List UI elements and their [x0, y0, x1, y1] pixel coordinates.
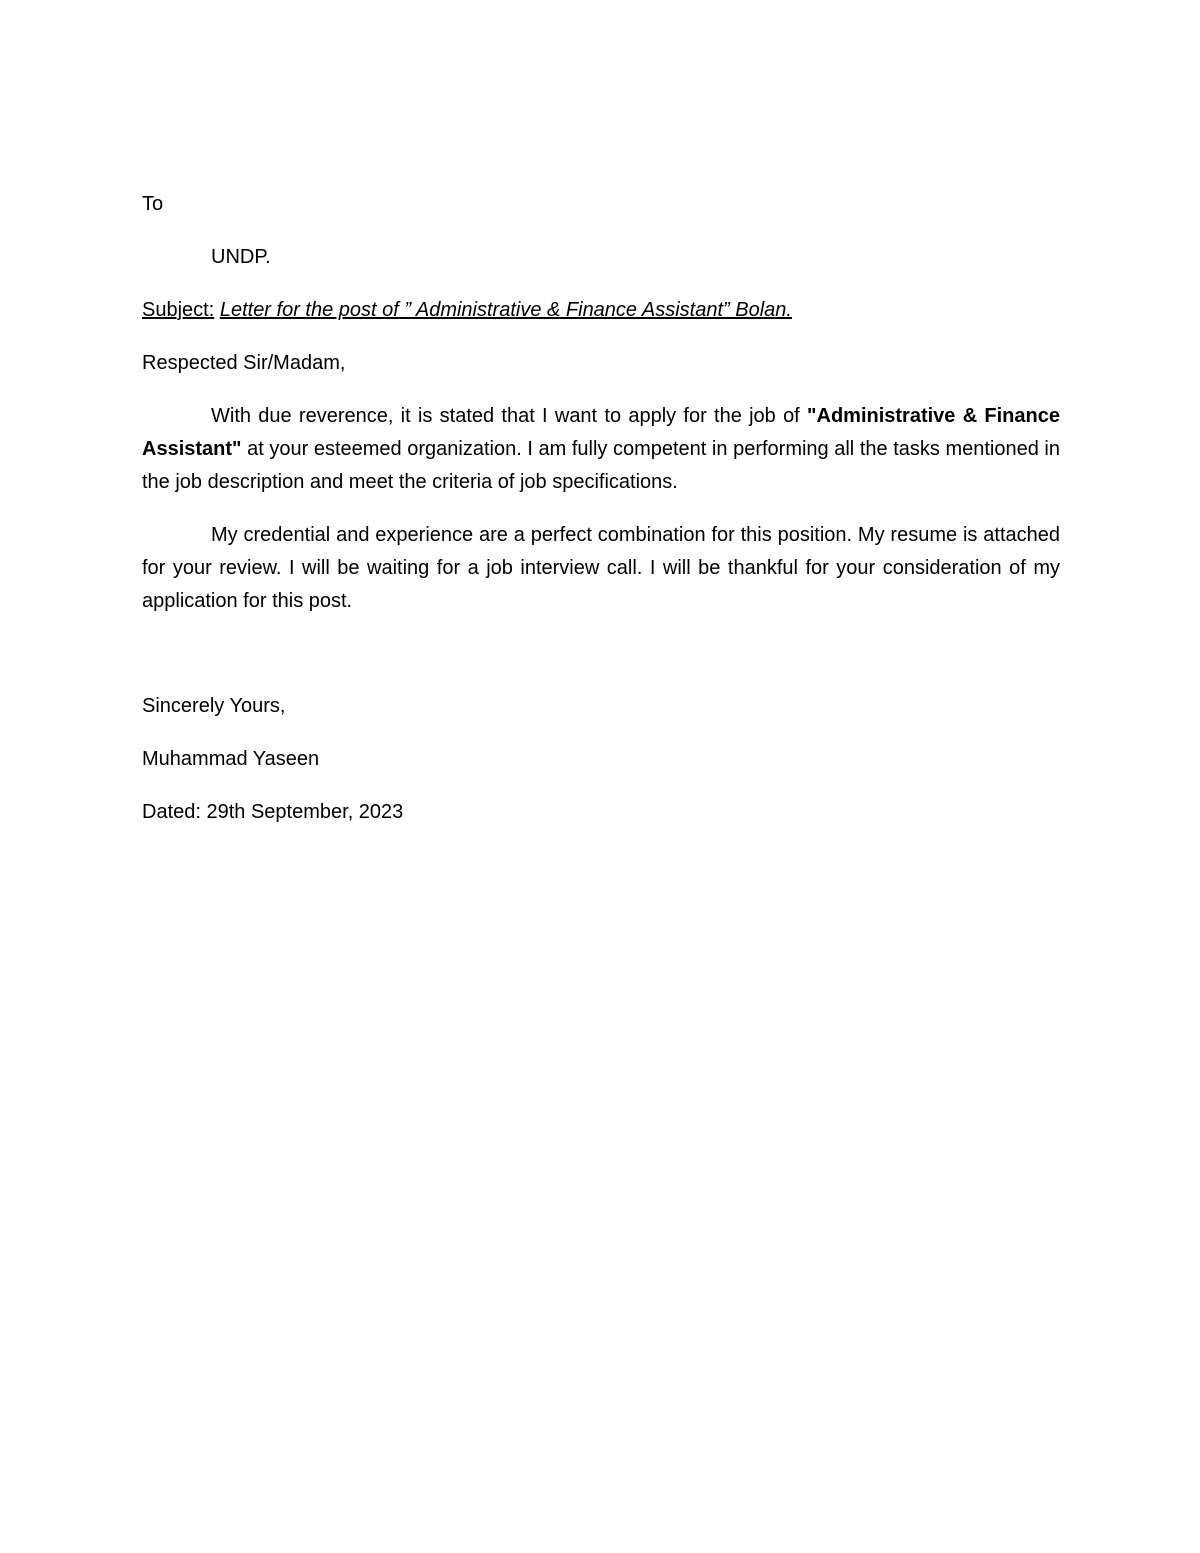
paragraph-1-part-1: With due reverence, it is stated that I want to apply for the job of [211, 405, 808, 427]
spacer [142, 638, 1060, 690]
recipient: UNDP. [211, 246, 271, 268]
date-line: Dated: 29th September, 2023 [142, 801, 404, 823]
to-label: To [142, 193, 164, 215]
signer-name: Muhammad Yaseen [142, 748, 320, 770]
paragraph-2: My credential and experience are a perfect combination for this position. My resume is attached for your review. I will be waiting for a job interview call. I will be thankful for your consideration of my application for this post. [142, 524, 1060, 612]
paragraph-1-job-title: "Administrative & Finance Assistant" [142, 405, 1060, 460]
paragraph-1 [142, 400, 1060, 499]
letter-body [142, 188, 1060, 829]
paragraph-1-part-2: at your esteemed organization. I am fully competent in performing all the tasks mentioned in the job description and meet the criteria of job specifications. [142, 438, 1060, 493]
subject-label: Subject: [142, 299, 215, 321]
salutation: Respected Sir/Madam, [142, 352, 346, 374]
closing: Sincerely Yours, [142, 695, 286, 717]
subject-line [142, 294, 1060, 327]
subject-text: Letter for the post of ” Administrative & Finance Assistant” Bolan. [219, 299, 792, 321]
